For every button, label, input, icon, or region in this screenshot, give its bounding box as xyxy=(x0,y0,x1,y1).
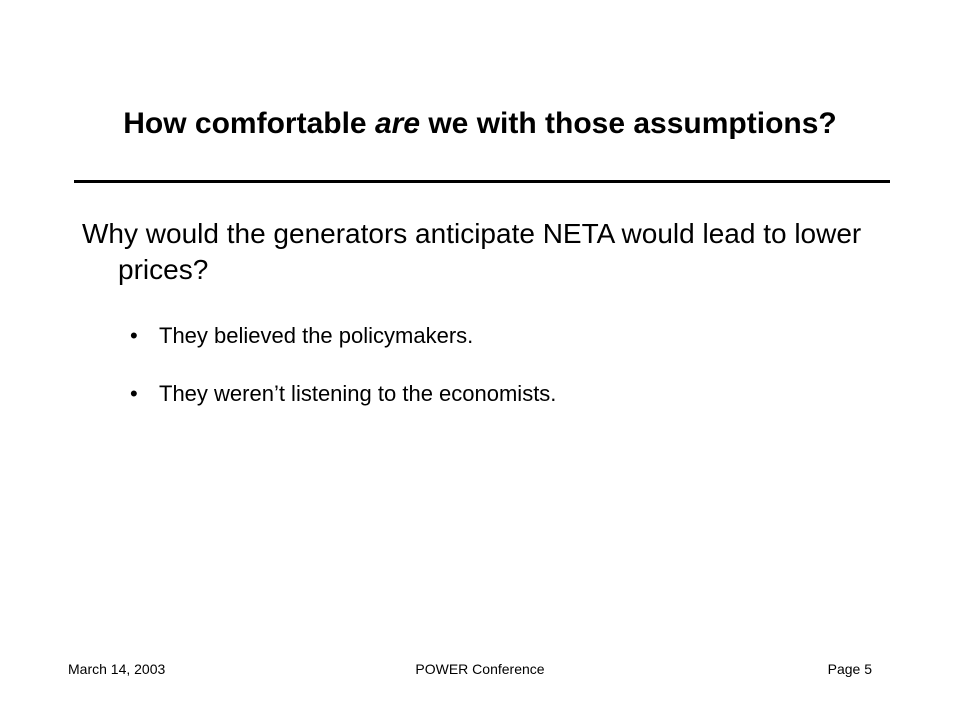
slide-title xyxy=(0,104,960,144)
bullet-marker: • xyxy=(130,381,138,406)
title-emphasis: are xyxy=(374,107,421,140)
bullet-text: They weren’t listening to the economists. xyxy=(159,381,557,406)
bullet-item xyxy=(130,322,556,350)
bullet-list xyxy=(130,322,556,438)
bullet-text: They believed the policymakers. xyxy=(159,323,474,348)
title-underline-rule xyxy=(74,180,890,183)
footer-conference: POWER Conference xyxy=(415,661,545,677)
footer-page-number: Page 5 xyxy=(827,661,872,677)
bullet-marker: • xyxy=(130,323,138,348)
main-point: Why would the generators anticipate NETA would lead to lower prices? xyxy=(82,218,862,285)
title-text-end: we with those assumptions? xyxy=(420,107,837,140)
title-text-start: How comfortable xyxy=(123,107,375,140)
footer-date: March 14, 2003 xyxy=(68,661,166,677)
bullet-item xyxy=(130,380,556,408)
